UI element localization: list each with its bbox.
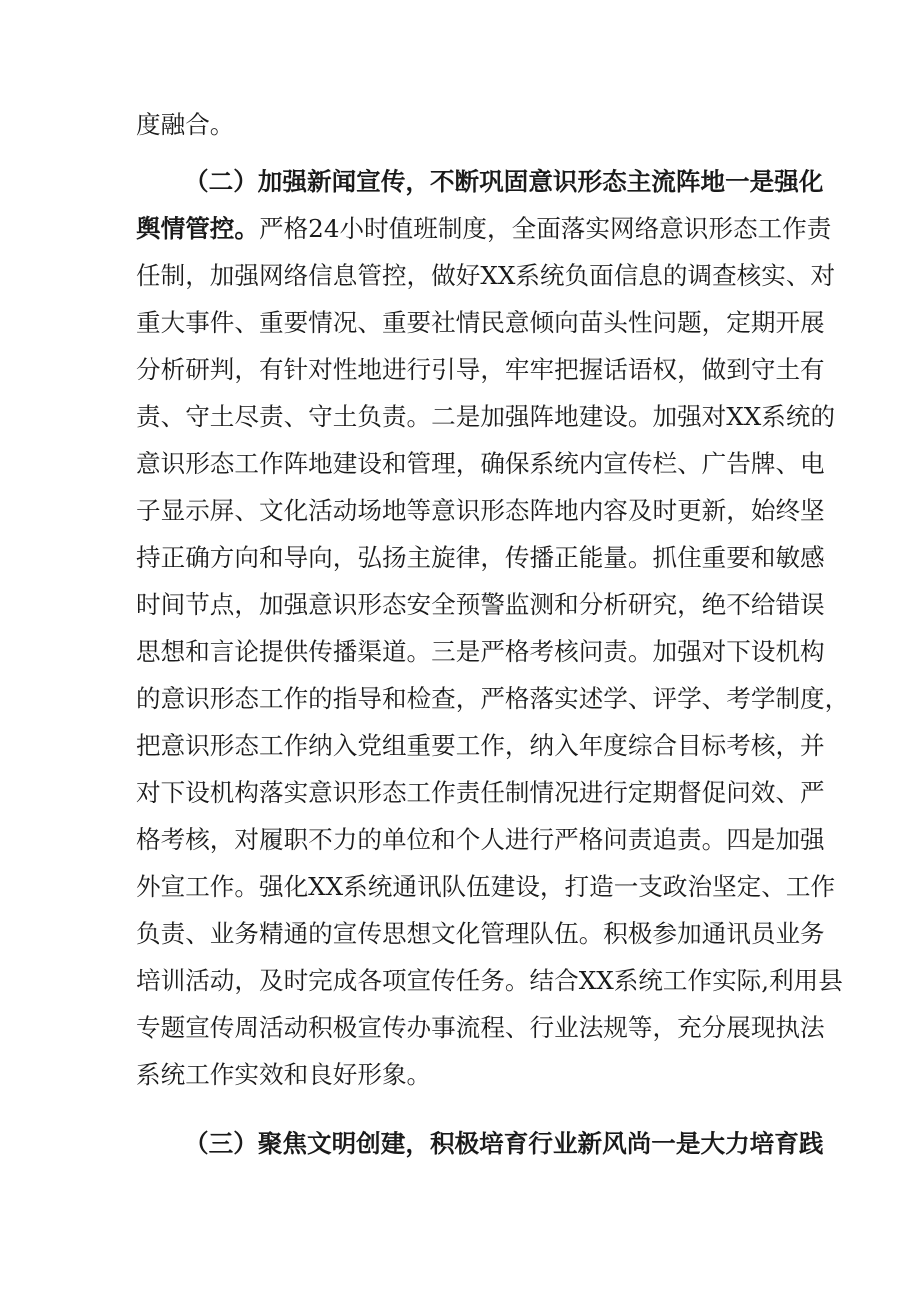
text-line: 度融合。 [136,110,235,139]
text-line: 专题宣传周活动积极宣传办事流程、行业法规等，充分展现执法 [136,1013,825,1042]
text-line: 思想和言论提供传播渠道。三是严格考核问责。加强对下设机构 [136,637,825,666]
text-line: 外宣工作。强化XX系统通讯队伍建设，打造一支政治坚定、工作 [136,872,836,901]
text-line: 重大事件、重要情况、重要社情民意倾向苗头性问题，定期开展 [136,308,825,337]
text-line: 负责、业务精通的宣传思想文化管理队伍。积极参加通讯员业务 [136,919,825,948]
text-line: 培训活动，及时完成各项宣传任务。结合XX系统工作实际,利用县 [136,966,843,995]
section-heading-3: （三）聚焦文明创建，积极培育行业新风尚一是大力培育践 [184,1129,824,1158]
text-line: 时间节点，加强意识形态安全预警监测和分析研究，绝不给错误 [136,590,825,619]
text-line: 子显示屏、文化活动场地等意识形态阵地内容及时更新，始终坚 [136,496,825,525]
text-line: 把意识形态工作纳入党组重要工作，纳入年度综合目标考核，并 [136,731,825,760]
text-line: 格考核，对履职不力的单位和个人进行严格问责追责。四是加强 [136,825,825,854]
text-line: 意识形态工作阵地建设和管理，确保系统内宣传栏、广告牌、电 [136,449,825,478]
subheading-run: 舆情管控。 [136,214,259,243]
text-line: 的意识形态工作的指导和检查，严格落实述学、评学、考学制度， [136,684,850,713]
text-line: 对下设机构落实意识形态工作责任制情况进行定期督促问效、严 [136,778,825,807]
text-line: 任制，加强网络信息管控，做好XX系统负面信息的调查核实、对 [136,261,836,290]
text-line: 责、守土尽责、守土负责。二是加强阵地建设。加强对XX系统的 [136,402,836,431]
text-line: 分析研判，有针对性地进行引导，牢牢把握话语权，做到守土有 [136,355,825,384]
text-line: 系统工作实效和良好形象。 [136,1060,432,1089]
text-line: 舆情管控。严格24小时值班制度，全面落实网络意识形态工作责 [136,214,832,243]
section-heading-2: （二）加强新闻宣传，不断巩固意识形态主流阵地一是强化 [184,167,824,196]
text-line: 持正确方向和导向，弘扬主旋律，传播正能量。抓住重要和敏感 [136,543,825,572]
